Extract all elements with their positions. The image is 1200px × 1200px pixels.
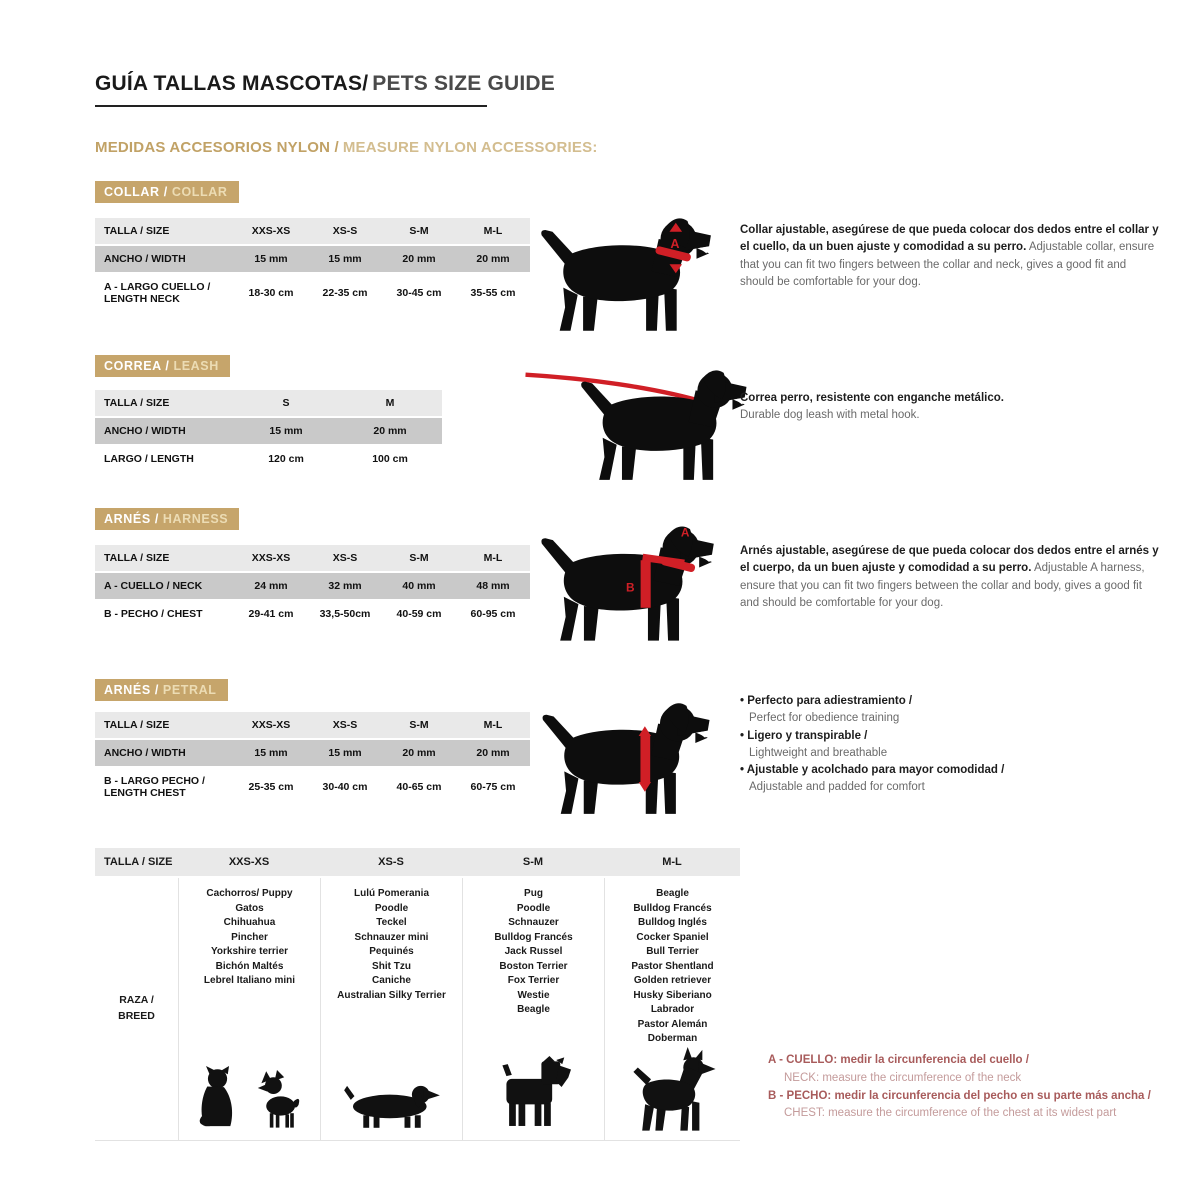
table-row xyxy=(95,446,442,472)
petral-chest-label xyxy=(95,768,234,806)
petral-badge-en: PETRAL xyxy=(162,683,217,697)
petral-bullet-1-es: • Perfecto para adiestramiento / xyxy=(740,693,1170,710)
leash-size-table xyxy=(95,388,442,474)
collar-description xyxy=(740,222,1160,291)
dog-harness-silhouette-icon xyxy=(532,520,720,648)
breed-item: Labrador xyxy=(650,1004,695,1015)
harness-section-badge xyxy=(95,508,239,530)
breed-item: Teckel xyxy=(376,917,407,928)
collar-neck-xxs: 18-30 cm xyxy=(234,274,308,312)
leash-header-m: M xyxy=(338,390,442,416)
petral-header-xs: XS-S xyxy=(308,712,382,738)
table-row xyxy=(95,246,530,272)
breed-table-header xyxy=(95,848,740,876)
breed-col-s-m xyxy=(462,878,604,1140)
leash-section-badge xyxy=(95,355,230,377)
harness-chest-sm: 40-59 cm xyxy=(382,601,456,627)
harness-marker-a: A xyxy=(680,525,690,540)
breed-item: Jack Russel xyxy=(504,946,563,957)
petral-header-size: TALLA / SIZE xyxy=(95,712,234,738)
dog-leash-silhouette-icon xyxy=(522,364,750,487)
table-row xyxy=(95,545,530,571)
petral-chest-label-en: LENGTH CHEST xyxy=(104,787,186,799)
leash-width-s: 15 mm xyxy=(234,418,338,444)
breed-item: Bull Terrier xyxy=(646,946,699,957)
breed-item: Cachorros/ Puppy xyxy=(206,888,293,899)
breed-size-table xyxy=(95,848,740,1141)
petral-bullet-3-en: Adjustable and padded for comfort xyxy=(749,781,925,794)
xs-silhouettes xyxy=(321,1077,462,1140)
breed-item: Poodle xyxy=(516,902,551,914)
page-title-es: GUÍA TALLAS MASCOTAS/ xyxy=(95,72,369,95)
table-row xyxy=(95,601,530,627)
harness-badge-es: ARNÉS / xyxy=(104,512,159,526)
harness-neck-ml: 48 mm xyxy=(456,573,530,599)
harness-badge-en: HARNESS xyxy=(162,512,229,526)
collar-width-label: ANCHO / WIDTH xyxy=(95,246,234,272)
dog-collar-silhouette-icon xyxy=(532,212,717,338)
harness-neck-xs: 32 mm xyxy=(308,573,382,599)
breed-label-en: BREED xyxy=(118,1010,155,1022)
page-subtitle-en: MEASURE NYLON ACCESSORIES: xyxy=(342,139,598,156)
breed-col-xxs-xs xyxy=(178,878,320,1140)
breed-row-label xyxy=(95,878,178,1140)
collar-section-badge xyxy=(95,181,239,203)
petral-header-sm: S-M xyxy=(382,712,456,738)
leash-description xyxy=(740,390,1160,425)
petral-section-badge xyxy=(95,679,228,701)
collar-badge-es: COLLAR / xyxy=(104,185,168,199)
petral-width-ml: 20 mm xyxy=(456,740,530,766)
breed-item: Cocker Spaniel xyxy=(636,931,709,943)
table-row xyxy=(95,712,530,738)
collar-width-xs: 15 mm xyxy=(308,246,382,272)
petral-width-xxs: 15 mm xyxy=(234,740,308,766)
collar-desc-es: Collar ajustable, asegúrese de que pueda colocar dos dedos entre el collar y el cuello, da un buen ajuste y comodidad a su perro. xyxy=(740,224,1159,254)
collar-size-table xyxy=(95,216,530,314)
petral-chest-xxs: 25-35 cm xyxy=(234,768,308,806)
petral-bullet-3-es: • Ajustable y acolchado para mayor comodidad / xyxy=(740,762,1170,779)
harness-header-xs: XS-S xyxy=(308,545,382,571)
breed-item: Golden retriever xyxy=(633,975,712,986)
doberman-silhouette-icon xyxy=(627,1047,719,1135)
table-row xyxy=(95,768,530,806)
petral-width-label: ANCHO / WIDTH xyxy=(95,740,234,766)
collar-desc-en: Adjustable collar, ensure that you can fit two fingers between the collar and neck, gives a good fit and should be comfortable for your dog. xyxy=(740,241,1155,288)
breed-header-ml: M-L xyxy=(662,856,682,868)
harness-desc-en: Adjustable A harness, ensure that you can fit two fingers between the collar and body, gives a good fit and should be comfortable for your dog. xyxy=(740,562,1145,609)
breed-item: Caniche xyxy=(372,975,411,986)
breed-item: Gatos xyxy=(235,902,264,914)
petral-chest-sm: 40-65 cm xyxy=(382,768,456,806)
measuring-notes xyxy=(768,1052,1178,1123)
collar-neck-sm: 30-45 cm xyxy=(382,274,456,312)
breed-item: Yorkshire terrier xyxy=(210,946,289,957)
leash-width-m: 20 mm xyxy=(338,418,442,444)
chihuahua-silhouette-icon xyxy=(253,1070,301,1130)
harness-neck-sm: 40 mm xyxy=(382,573,456,599)
leash-header-size: TALLA / SIZE xyxy=(95,390,234,416)
harness-header-ml: M-L xyxy=(456,545,530,571)
breed-item: Beagle xyxy=(656,888,689,899)
leash-length-label: LARGO / LENGTH xyxy=(95,446,234,472)
leash-header-s: S xyxy=(234,390,338,416)
breed-item: Bulldog Inglés xyxy=(638,917,707,928)
petral-width-xs: 15 mm xyxy=(308,740,382,766)
breed-item: Bulldog Francés xyxy=(494,931,573,943)
petral-bullet-2-es: • Ligero y transpirable / xyxy=(740,728,1170,745)
table-row xyxy=(95,390,442,416)
collar-header-size: TALLA / SIZE xyxy=(95,218,234,244)
breed-item: Schnauzer mini xyxy=(354,931,429,943)
breed-item: Bulldog Francés xyxy=(633,902,712,914)
petral-chest-xs: 30-40 cm xyxy=(308,768,382,806)
page-title xyxy=(95,72,555,107)
breed-list-m-l xyxy=(605,878,740,1047)
collar-width-xxs: 15 mm xyxy=(234,246,308,272)
collar-header-sm: S-M xyxy=(382,218,456,244)
dog-petral-silhouette-icon xyxy=(532,697,717,821)
ml-silhouettes xyxy=(605,1047,740,1145)
breed-header-xxs: XXS-XS xyxy=(228,856,270,868)
leash-desc-en: Durable dog leash with metal hook. xyxy=(740,409,920,422)
note-neck-es: A - CUELLO: medir la circunferencia del cuello / xyxy=(768,1054,1029,1066)
collar-neck-label-es: A - LARGO CUELLO / xyxy=(104,281,211,293)
harness-chest-ml: 60-95 cm xyxy=(456,601,530,627)
harness-neck-xxs: 24 mm xyxy=(234,573,308,599)
breed-item: Schnauzer xyxy=(508,917,559,928)
note-chest-es: B - PECHO: medir la circunferencia del pecho en su parte más ancha / xyxy=(768,1089,1151,1102)
sm-silhouettes xyxy=(463,1056,604,1140)
petral-feature-list xyxy=(740,693,1170,797)
petral-badge-es: ARNÉS / xyxy=(104,683,159,697)
harness-description xyxy=(740,543,1160,612)
breed-list-xs-s xyxy=(321,878,462,1003)
harness-size-table xyxy=(95,543,530,629)
breed-item: Pequinés xyxy=(369,946,414,957)
schnauzer-silhouette-icon xyxy=(496,1056,572,1130)
petral-chest-ml: 60-75 cm xyxy=(456,768,530,806)
harness-neck-label: A - CUELLO / NECK xyxy=(95,573,234,599)
cat-silhouette-icon xyxy=(199,1066,245,1130)
breed-item: Pastor Shentland xyxy=(631,960,714,972)
page-title-en: PETS SIZE GUIDE xyxy=(372,72,555,95)
collar-header-ml: M-L xyxy=(456,218,530,244)
collar-badge-en: COLLAR xyxy=(171,185,228,199)
collar-width-ml: 20 mm xyxy=(456,246,530,272)
breed-col-m-l xyxy=(604,878,740,1140)
table-row xyxy=(95,218,530,244)
leash-length-s: 120 cm xyxy=(234,446,338,472)
collar-width-sm: 20 mm xyxy=(382,246,456,272)
breed-list-s-m xyxy=(463,878,604,1018)
dachshund-silhouette-icon xyxy=(344,1077,440,1130)
collar-neck-label-en: LENGTH NECK xyxy=(104,293,180,305)
collar-neck-label xyxy=(95,274,234,312)
petral-chest-label-es: B - LARGO PECHO / xyxy=(104,775,205,787)
breed-header-sm: S-M xyxy=(522,856,544,868)
leash-width-label: ANCHO / WIDTH xyxy=(95,418,234,444)
harness-chest-xs: 33,5-50cm xyxy=(308,601,382,627)
breed-item: Doberman xyxy=(647,1033,698,1044)
breed-header-xs: XS-S xyxy=(378,856,404,868)
collar-neck-xs: 22-35 cm xyxy=(308,274,382,312)
breed-item: Shit Tzu xyxy=(372,960,411,972)
leash-badge-en: LEASH xyxy=(173,359,219,373)
table-row xyxy=(95,573,530,599)
xxs-silhouettes xyxy=(179,1066,320,1140)
breed-item: Husky Siberiano xyxy=(633,989,712,1001)
petral-header-xxs: XXS-XS xyxy=(234,712,308,738)
harness-desc-es: Arnés ajustable, asegúrese de que pueda colocar dos dedos entre el arnés y el cuerpo, da un buen ajuste y comodidad a su perro. xyxy=(740,545,1159,575)
page-subtitle xyxy=(95,139,598,156)
collar-neck-ml: 35-55 cm xyxy=(456,274,530,312)
breed-item: Chihuahua xyxy=(223,917,276,928)
breed-item: Lebrel Italiano mini xyxy=(203,975,296,986)
breed-table-body xyxy=(95,878,740,1141)
breed-item: Westie xyxy=(517,989,550,1001)
collar-marker-a: A xyxy=(670,237,680,251)
harness-header-xxs: XXS-XS xyxy=(234,545,308,571)
leash-length-m: 100 cm xyxy=(338,446,442,472)
petral-bullet-1-en: Perfect for obedience training xyxy=(749,712,900,725)
table-row xyxy=(95,274,530,312)
breed-item: Fox Terrier xyxy=(507,975,560,986)
breed-item: Australian Silky Terrier xyxy=(337,989,446,1001)
collar-header-xxs: XXS-XS xyxy=(234,218,308,244)
breed-item: Bichón Maltés xyxy=(215,960,284,972)
petral-width-sm: 20 mm xyxy=(382,740,456,766)
breed-item: Pincher xyxy=(231,931,268,943)
harness-chest-xxs: 29-41 cm xyxy=(234,601,308,627)
harness-header-sm: S-M xyxy=(382,545,456,571)
page-subtitle-es: MEDIDAS ACCESORIOS NYLON / xyxy=(95,139,339,156)
breed-col-xs-s xyxy=(320,878,462,1140)
note-neck-en: NECK: measure the circumference of the neck xyxy=(784,1071,1022,1084)
collar-header-xs: XS-S xyxy=(308,218,382,244)
breed-item: Poodle xyxy=(374,902,409,914)
leash-desc-es: Correa perro, resistente con enganche metálico. xyxy=(740,392,1004,404)
table-row xyxy=(95,740,530,766)
breed-item: Pug xyxy=(524,888,543,899)
petral-bullet-2-en: Lightweight and breathable xyxy=(749,746,888,759)
petral-size-table xyxy=(95,710,530,808)
breed-item: Lulú Pomerania xyxy=(353,888,429,899)
breed-item: Beagle xyxy=(517,1004,550,1015)
table-row xyxy=(95,418,442,444)
leash-badge-es: CORREA / xyxy=(104,359,170,373)
breed-item: Boston Terrier xyxy=(499,960,568,972)
breed-label-es: RAZA / xyxy=(119,994,154,1007)
petral-header-ml: M-L xyxy=(456,712,530,738)
harness-header-size: TALLA / SIZE xyxy=(95,545,234,571)
breed-item: Pastor Alemán xyxy=(637,1018,708,1030)
harness-chest-label: B - PECHO / CHEST xyxy=(95,601,234,627)
breed-list-xxs-xs xyxy=(179,878,320,989)
harness-marker-b: B xyxy=(626,580,635,595)
note-chest-en: CHEST: measure the circumference of the chest at its widest part xyxy=(784,1107,1117,1120)
breed-header-size: TALLA / SIZE xyxy=(104,856,173,868)
